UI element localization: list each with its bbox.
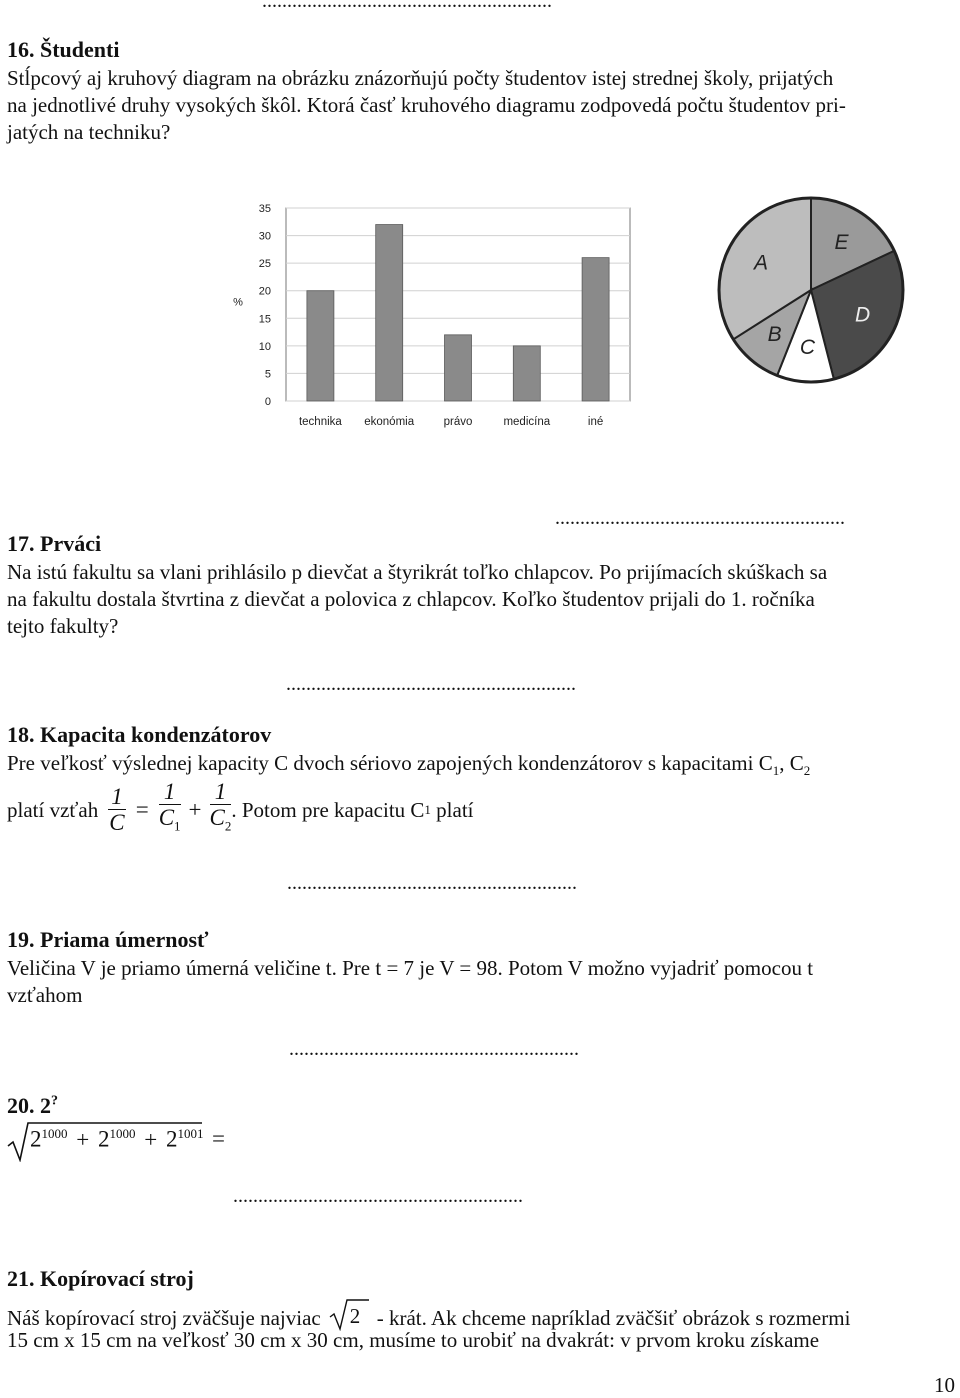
bar (582, 258, 609, 401)
fraction-1-over-c (108, 785, 126, 836)
fraction-denominator: C (109, 809, 125, 835)
q21-line-1 (7, 1301, 850, 1331)
y-axis-label: % (233, 296, 243, 309)
equals-sign: = (135, 797, 149, 822)
q17-line-2: na fakultu dostala štvrtina z dievčat a polovica z chlapcov. Koľko študentov prijali do 1. ročníka (7, 587, 815, 611)
y-tick-label: 15 (258, 313, 271, 326)
q21-line-2: 15 cm x 15 cm na veľkosť 30 cm x 30 cm, musíme to urobiť na dvakrát: v prvom kroku získame (7, 1328, 820, 1352)
fraction-numerator: 1 (159, 780, 181, 805)
pie-slice-label: B (767, 322, 782, 346)
q19-line-2: vzťahom (7, 983, 83, 1007)
q21-title: 21. Kopírovací stroj (7, 1266, 194, 1291)
page-number: 10 (934, 1373, 955, 1397)
q20-exp-2: 1000 (109, 1126, 136, 1141)
q18-prefix: platí vzťah (7, 797, 99, 822)
q20-answer-dots: .......................................................... (233, 1185, 523, 1207)
c-symbol: C (158, 805, 175, 831)
bar (376, 225, 403, 401)
q18-comma: , C (779, 751, 804, 775)
q17-line-3: tejto fakulty? (7, 614, 119, 638)
fraction-1-over-c2 (210, 780, 232, 840)
q20-equals: = (212, 1126, 225, 1151)
q17-line-1: Na istú fakultu sa vlani prihlásilo p dievčat a štyrikrát toľko chlapcov. Po prijímacích skúškach sa (7, 560, 828, 584)
q18-line-1-text: Pre veľkosť výslednej kapacity C dvoch sériovo zapojených kondenzátorov s kapacitami C (7, 751, 773, 775)
q20-plus-1: + (76, 1126, 90, 1152)
q16-title: 16. Študenti (7, 37, 120, 62)
q16-answer-dots: .......................................................... (555, 507, 845, 529)
q18-formula-line (7, 780, 474, 840)
pie-slice-label: E (834, 230, 849, 254)
q18-suffix-b: platí (430, 797, 474, 822)
top-answer-dots: .......................................................... (262, 0, 552, 12)
q21-sqrt-arg: 2 (349, 1304, 361, 1328)
fraction-denominator (210, 805, 232, 840)
q16-line-1: Stĺpcový aj kruhový diagram na obrázku znázorňujú počty študentov istej strednej školy, prijatých (7, 66, 834, 90)
q17-title: 17. Prváci (7, 531, 102, 556)
fraction-1-over-c1 (159, 780, 181, 840)
q20-title (7, 1093, 58, 1119)
q21-line-1-b: - krát. Ak chceme napríklad zväčšiť obrázok s rozmermi (376, 1306, 851, 1330)
c-subscript: 1 (174, 818, 181, 834)
pie-chart (712, 186, 912, 396)
q18-suffix-sub: 1 (424, 802, 431, 817)
q20-title-sup: ? (51, 1093, 58, 1109)
pie-slice-label: C (799, 335, 816, 359)
q18-sub-1: 1 (772, 763, 780, 779)
q17-answer-dots: .......................................................... (286, 673, 576, 695)
y-tick-label: 20 (258, 285, 271, 298)
q18-answer-dots: .......................................................... (287, 872, 577, 894)
q19-title: 19. Priama úmernosť (7, 927, 209, 952)
bar-chart (220, 192, 640, 437)
y-tick-label: 5 (264, 368, 271, 381)
y-tick-label: 35 (258, 203, 271, 215)
pie-slice-label: A (754, 251, 769, 275)
q20-base-3: 2 (165, 1126, 178, 1152)
q18-sub-2: 2 (803, 763, 811, 779)
fraction-denominator (159, 805, 181, 840)
q19-answer-dots: .......................................................... (289, 1038, 579, 1060)
fraction-numerator: 1 (108, 785, 126, 810)
q20-title-text: 20. 2 (7, 1093, 51, 1118)
pie-slice-label: D (855, 303, 871, 327)
q20-radicand (30, 1126, 203, 1153)
q20-base-1: 2 (30, 1126, 42, 1152)
fraction-numerator: 1 (210, 780, 232, 805)
y-tick-label: 25 (258, 258, 271, 271)
q16-line-2: na jednotlivé druhy vysokých škôl. Ktorá časť kruhového diagramu zodpovedá počtu študentov pri- (7, 93, 846, 117)
q20-expression (6, 1120, 236, 1164)
q20-exp-1: 1000 (41, 1126, 68, 1141)
q21-sqrt (329, 1301, 371, 1331)
bar (513, 346, 540, 401)
x-tick-label: medicína (503, 416, 551, 428)
bar (445, 335, 472, 401)
x-tick-label: iné (587, 416, 604, 428)
q18-line-1 (7, 751, 810, 779)
q19-line-1: Veličina V je priamo úmerná veličine t. Pre t = 7 je V = 98. Potom V možno vyjadriť pomocou t (7, 956, 814, 980)
c-symbol: C (209, 805, 225, 831)
bar (307, 291, 334, 401)
q20-exp-3: 1001 (177, 1126, 204, 1141)
x-tick-label: technika (298, 416, 342, 428)
y-tick-label: 30 (258, 230, 271, 243)
q18-suffix-a: . Potom pre kapacitu C (231, 797, 425, 822)
q18-title: 18. Kapacita kondenzátorov (7, 722, 272, 747)
x-tick-label: ekonómia (364, 416, 415, 428)
c-subscript: 2 (224, 818, 232, 834)
q20-base-2: 2 (97, 1126, 110, 1152)
q16-line-3: jatých na techniku? (7, 120, 171, 144)
x-tick-label: právo (443, 416, 473, 428)
y-tick-label: 10 (258, 340, 271, 353)
q21-line-1-a: Náš kopírovací stroj zväčšuje najviac (7, 1306, 321, 1330)
q20-plus-2: + (144, 1126, 158, 1152)
y-tick-label: 0 (264, 396, 271, 408)
plus-sign: + (188, 797, 202, 822)
